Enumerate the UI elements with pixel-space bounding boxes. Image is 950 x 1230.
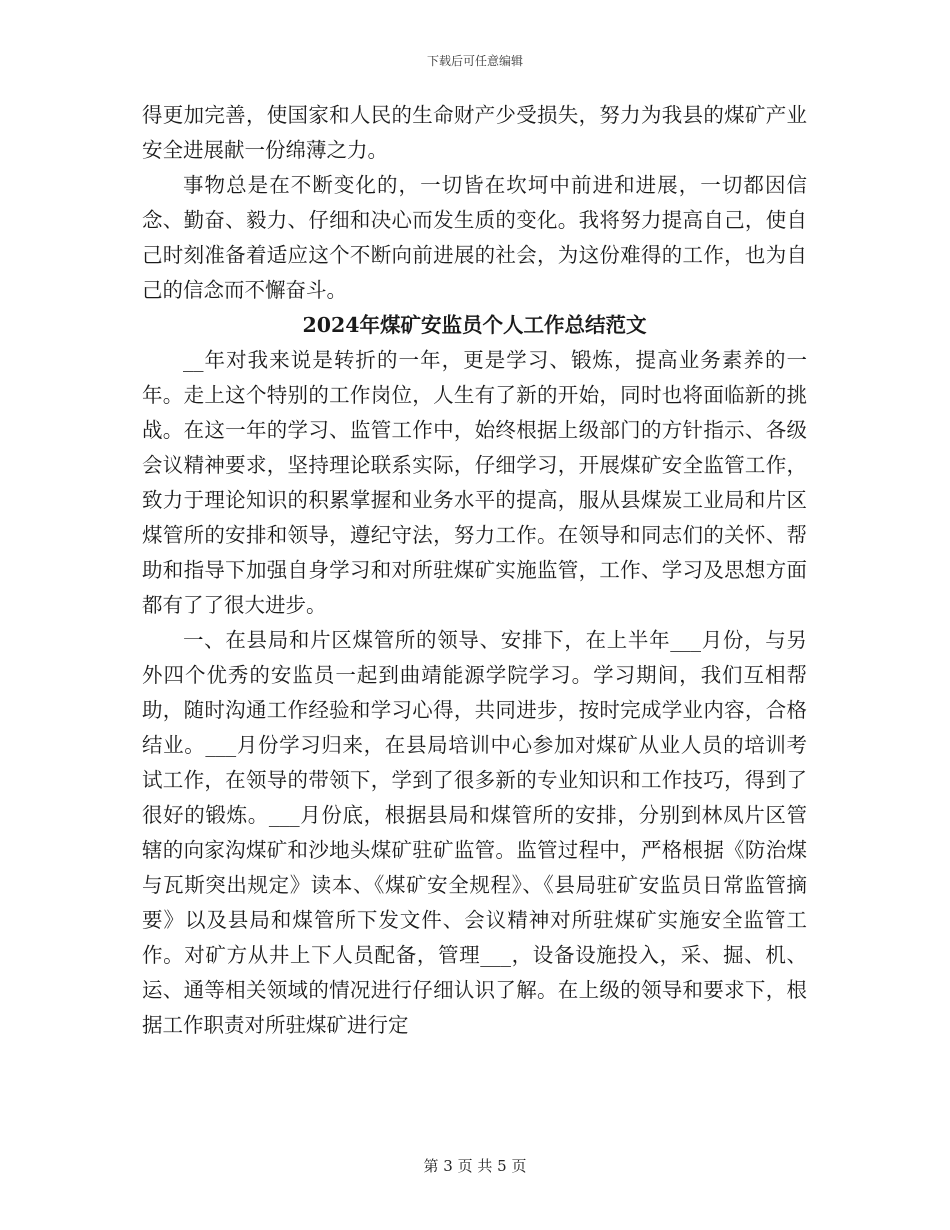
section-title: 2024年煤矿安监员个人工作总结范文 [302,313,647,337]
paragraph-continuation: 得更加完善，使国家和人民的生命财产少受损失，努力为我县的煤矿产业安全进展献一份绵薄之力。 [142,103,807,162]
page-header-note: 下载后可任意编辑 [426,54,523,68]
page-number: 第 3 页 共 5 页 [423,1157,527,1175]
document-body [142,98,807,1043]
paragraph-section-one: 一、在县局和片区煤管所的领导、安排下，在上半年___月份，与另外四个优秀的安监员一起到曲靖能源学院学习。学习期间，我们互相帮助，随时沟通工作经验和学习心得，共同进步，按时完成学业内容，合格结业。___月份学习归来，在县局培训中心参加对煤矿从业人员的培训考试工作，在领导的带领下，学到了很多新的专业知识和工作技巧，得到了很好的锻炼。___月份底，根据县局和煤管所的安排，分别到林凤片区管辖的向家沟煤矿和沙地头煤矿驻矿监管。监管过程中，严格根据《防治煤与瓦斯突出规定》读本、《煤矿安全规程》、《县局驻矿安监员日常监管摘要》以及县局和煤管所下发文件、会议精神对所驻煤矿实施安全监管工作。对矿方从井上下人员配备，管理___，设备设施投入，采、掘、机、运、通等相关领域的情况进行仔细认识了解。在上级的领导和要求下，根据工作职责对所驻煤矿进行定 [142,628,807,1037]
paragraph-conclusion: 事物总是在不断变化的，一切皆在坎坷中前进和进展，一切都因信念、勤奋、毅力、仔细和决心而发生质的变化。我将努力提高自己，使自己时刻准备着适应这个不断向前进展的社会，为这份难得的工作，也为自己的信念而不懈奋斗。 [142,173,807,302]
paragraph-intro: __年对我来说是转折的一年，更是学习、锻炼，提高业务素养的一年。走上这个特别的工作岗位，人生有了新的开始，同时也将面临新的挑战。在这一年的学习、监管工作中，始终根据上级部门的方针指示、各级会议精神要求，坚持理论联系实际，仔细学习，开展煤矿安全监管工作，致力于理论知识的积累掌握和业务水平的提高，服从县煤炭工业局和片区煤管所的安排和领导，遵纪守法，努力工作。在领导和同志们的关怀、帮助和指导下加强自身学习和对所驻煤矿实施监管，工作、学习及思想方面都有了了很大进步。 [142,348,807,617]
